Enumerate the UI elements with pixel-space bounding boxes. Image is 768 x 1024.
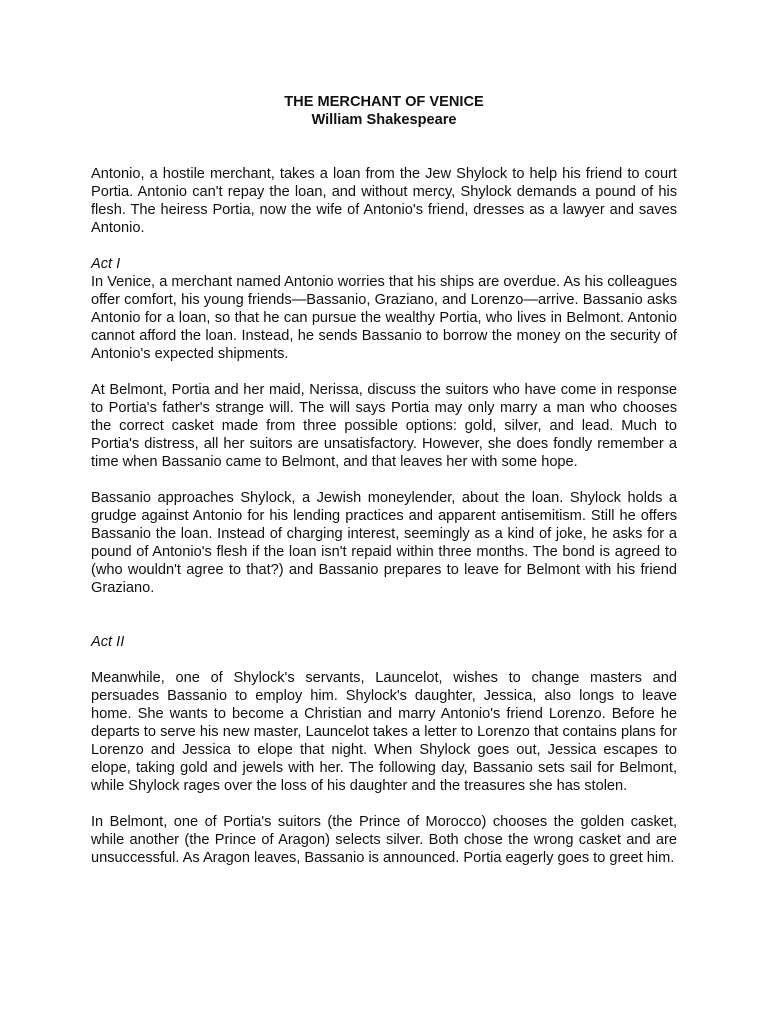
document-page xyxy=(91,92,677,867)
spacer xyxy=(91,795,677,813)
spacer xyxy=(91,597,677,633)
document-author: William Shakespeare xyxy=(311,112,457,128)
spacer xyxy=(91,363,677,381)
spacer xyxy=(91,471,677,489)
act-1-paragraph-3: Bassanio approaches Shylock, a Jewish moneylender, about the loan. Shylock holds a grudge against Antonio for his lending practices and apparent antisemitism. Still he offers Bassanio the loan. Instead of charging interest, seemingly as a kind of joke, he asks for a pound of Antonio's flesh if the loan isn't repaid within three months. The bond is agreed to (who wouldn't agree to that?) and Bassanio prepares to leave for Belmont with his friend Graziano. xyxy=(91,490,677,596)
act-2-paragraph-2: In Belmont, one of Portia's suitors (the Prince of Morocco) chooses the golden casket, while another (the Prince of Aragon) selects silver. Both chose the wrong casket and are unsuccessful. As Aragon leaves, Bassanio is announced. Portia eagerly goes to greet him. xyxy=(91,814,677,866)
act-2-heading: Act II xyxy=(91,634,125,650)
act-1-heading: Act I xyxy=(91,256,121,272)
summary-paragraph: Antonio, a hostile merchant, takes a loan from the Jew Shylock to help his friend to court Portia. Antonio can't repay the loan, and without mercy, Shylock demands a pound of his flesh. The heiress Portia, now the wife of Antonio's friend, dresses as a lawyer and saves Antonio. xyxy=(91,166,677,236)
document-title: THE MERCHANT OF VENICE xyxy=(284,94,484,110)
spacer xyxy=(91,129,677,165)
act-2-paragraph-1: Meanwhile, one of Shylock's servants, Launcelot, wishes to change masters and persuades Bassanio to employ him. Shylock's daughter, Jessica, also longs to leave home. She wants to become a Christian and marry Antonio's friend Lorenzo. Before he departs to serve his new master, Launcelot takes a letter to Lorenzo that contains plans for Lorenzo and Jessica to elope that night. When Shylock goes out, Jessica escapes to elope, taking gold and jewels with her. The following day, Bassanio sets sail for Belmont, while Shylock rages over the loss of his daughter and the treasures she has stolen. xyxy=(91,670,677,794)
spacer xyxy=(91,237,677,255)
act-1-paragraph-2: At Belmont, Portia and her maid, Nerissa, discuss the suitors who have come in response to Portia's father's strange will. The will says Portia may only marry a man who chooses the correct casket made from three possible options: gold, silver, and lead. Much to Portia's distress, all her suitors are unsatisfactory. However, she does fondly remember a time when Bassanio came to Belmont, and that leaves her with some hope. xyxy=(91,382,677,470)
spacer xyxy=(91,651,677,669)
act-1-paragraph-1: In Venice, a merchant named Antonio worries that his ships are overdue. As his colleagues offer comfort, his young friends—Bassanio, Graziano, and Lorenzo—arrive. Bassanio asks Antonio for a loan, so that he can pursue the wealthy Portia, who lives in Belmont. Antonio cannot afford the loan. Instead, he sends Bassanio to borrow the money on the security of Antonio's expected shipments. xyxy=(91,274,677,362)
